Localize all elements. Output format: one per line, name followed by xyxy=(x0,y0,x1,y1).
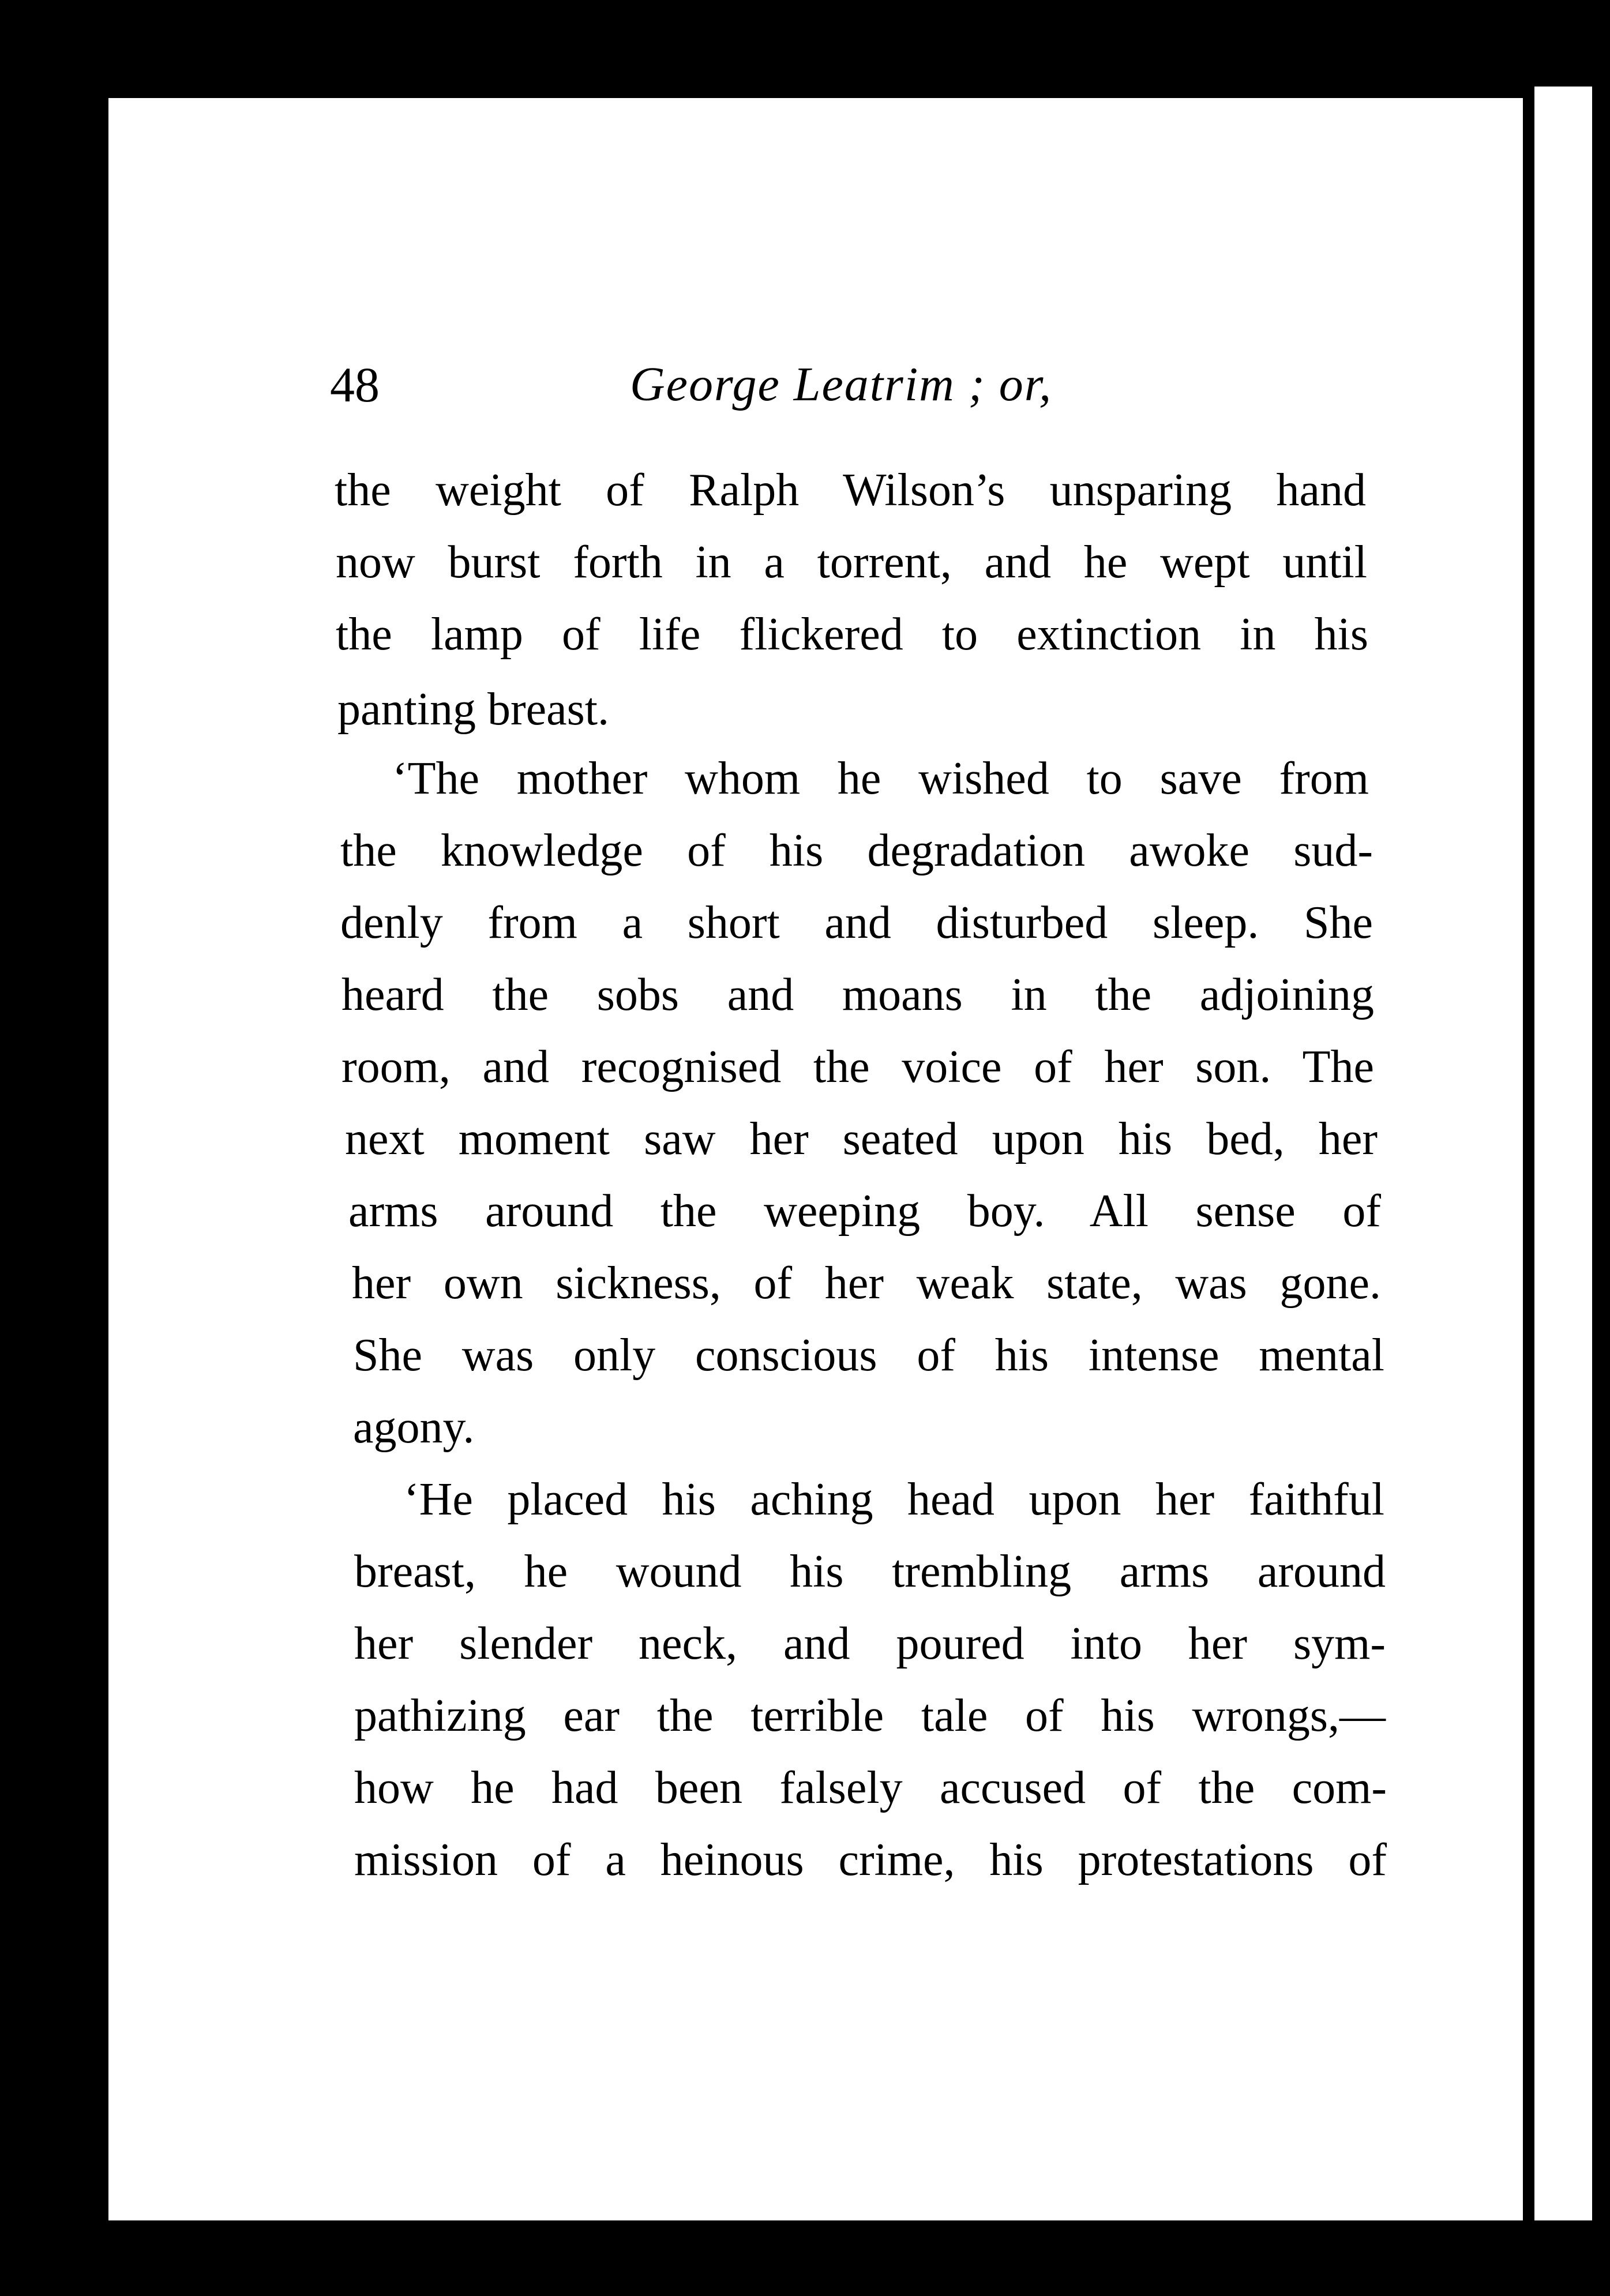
text-line: the weight of Ralph Wilson’s unsparing hand xyxy=(335,465,1366,516)
text-line: room, and recognised the voice of her son. The xyxy=(341,1042,1374,1092)
text-line: ‘The mother whom he wished to save from xyxy=(392,753,1369,804)
text-line: mission of a heinous crime, his protestations of xyxy=(354,1835,1387,1885)
text-line: her own sickness, of her weak state, was gone. xyxy=(352,1258,1381,1309)
text-line: ‘He placed his aching head upon her faithful xyxy=(404,1474,1384,1525)
text-line: agony. xyxy=(353,1402,475,1453)
text-line: breast, he wound his trembling arms around xyxy=(354,1546,1386,1597)
text-line: She was only conscious of his intense mental xyxy=(353,1330,1384,1381)
text-line: now burst forth in a torrent, and he wept until xyxy=(336,537,1367,588)
text-line: the lamp of life flickered to extinction in his xyxy=(336,609,1368,660)
facing-page-edge xyxy=(1523,87,1592,2220)
text-line: how he had been falsely accused of the com- xyxy=(354,1763,1387,1813)
page-gutter-shadow xyxy=(1523,87,1534,2220)
text-line: pathizing ear the terrible tale of his wrongs,— xyxy=(354,1690,1386,1741)
text-line: the knowledge of his degradation awoke sud- xyxy=(340,825,1373,876)
text-line: denly from a short and disturbed sleep. She xyxy=(340,897,1373,948)
text-line: arms around the weeping boy. All sense of xyxy=(348,1186,1381,1237)
text-line: panting breast. xyxy=(337,684,609,735)
text-line: heard the sobs and moans in the adjoining xyxy=(341,969,1374,1020)
text-line: her slender neck, and poured into her sym- xyxy=(354,1618,1386,1669)
running-head: George Leatrim ; or, xyxy=(630,358,1053,411)
page-header xyxy=(330,353,1368,416)
text-line: next moment saw her seated upon his bed, her xyxy=(345,1114,1378,1164)
page-number: 48 xyxy=(330,357,380,412)
